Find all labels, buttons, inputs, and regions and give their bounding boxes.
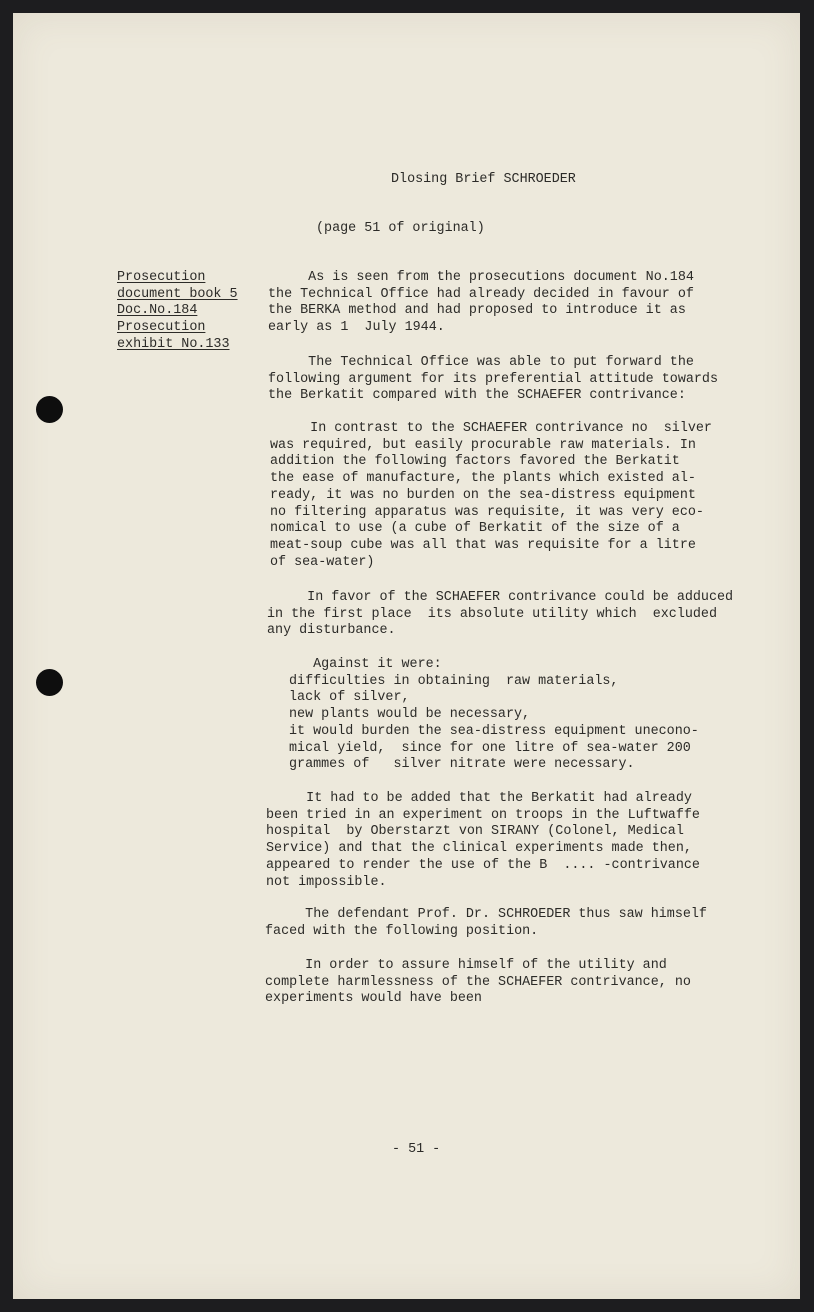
text-line: meat-soup cube was all that was requisite for a litre [270,537,696,553]
margin-note-line: exhibit No.133 [117,336,230,352]
text-line: not impossible. [266,874,387,890]
text-line: in the first place its absolute utility which excluded [267,606,717,622]
text-line: complete harmlessness of the SCHAEFER contrivance, no [265,974,691,990]
text-line: It had to be added that the Berkatit had already [266,791,692,806]
text-line: the Berkatit compared with the SCHAEFER contrivance: [268,388,686,404]
text-line: new plants would be necessary, [289,707,531,723]
paragraph-8 [265,958,691,1008]
margin-note-line: Prosecution [117,320,206,336]
text-line: any disturbance. [267,623,396,639]
text-line: been tried in an experiment on troops in the Luftwaffe [266,807,700,823]
text-line: it would burden the sea-distress equipment unecono- [289,723,699,739]
document-title: Dlosing Brief SCHROEDER [391,172,576,187]
margin-note-line: Doc.No.184 [117,303,198,319]
text-line: mical yield, since for one litre of sea-water 200 [289,740,691,756]
text-line: The defendant Prof. Dr. SCHROEDER thus saw himself [265,907,707,922]
margin-note-line: document book 5 [117,286,238,302]
text-line: the Technical Office had already decided in favour of [268,286,694,302]
text-line: of sea-water) [270,554,375,570]
text-line: following argument for its preferential attitude towards [268,371,718,387]
text-line: nomical to use (a cube of Berkatit of the size of a [270,521,680,537]
text-line: early as 1 July 1944. [268,320,445,336]
paragraph-4 [267,590,733,640]
page-number: - 51 - [392,1142,441,1157]
text-line: As is seen from the prosecutions document No.184 [268,270,694,285]
paragraph-7 [265,907,707,940]
text-line: In favor of the SCHAEFER contrivance could be adduced [267,590,734,605]
text-line: In order to assure himself of the utility and [265,958,667,973]
text-line: difficulties in obtaining raw materials, [289,673,619,689]
text-line: addition the following factors favored the Berkatit [270,454,680,470]
margin-note-line: Prosecution [117,270,206,285]
text-line: Against it were: [289,657,442,672]
paragraph-6 [266,791,700,891]
text-line: hospital by Oberstarzt von SIRANY (Colonel, Medical [266,824,684,840]
paragraph-1 [268,270,694,337]
document-page [13,13,800,1299]
text-line: was required, but easily procurable raw materials. In [270,437,696,453]
text-line: The Technical Office was able to put forward the [268,355,694,370]
paragraph-2 [268,355,718,405]
punch-hole-bottom [36,669,63,696]
text-line: the BERKA method and had proposed to introduce it as [268,303,686,319]
text-line: lack of silver, [289,690,410,706]
text-line: In contrast to the SCHAEFER contrivance no silver [270,421,712,436]
text-line: grammes of silver nitrate were necessary. [289,757,635,773]
text-line: Service) and that the clinical experiments made then, [266,841,692,857]
text-line: ready, it was no burden on the sea-distress equipment [270,487,696,503]
text-line: the ease of manufacture, the plants which existed al- [270,471,696,487]
text-line: no filtering apparatus was requisite, it was very eco- [270,504,704,520]
text-line: experiments would have been [265,991,482,1007]
page-reference: (page 51 of original) [316,221,485,236]
text-line: appeared to render the use of the B .... -contrivance [266,857,700,873]
paragraph-5 [289,657,699,774]
margin-note [117,270,238,354]
paragraph-3 [270,421,712,571]
punch-hole-top [36,396,63,423]
text-line: faced with the following position. [265,923,539,939]
